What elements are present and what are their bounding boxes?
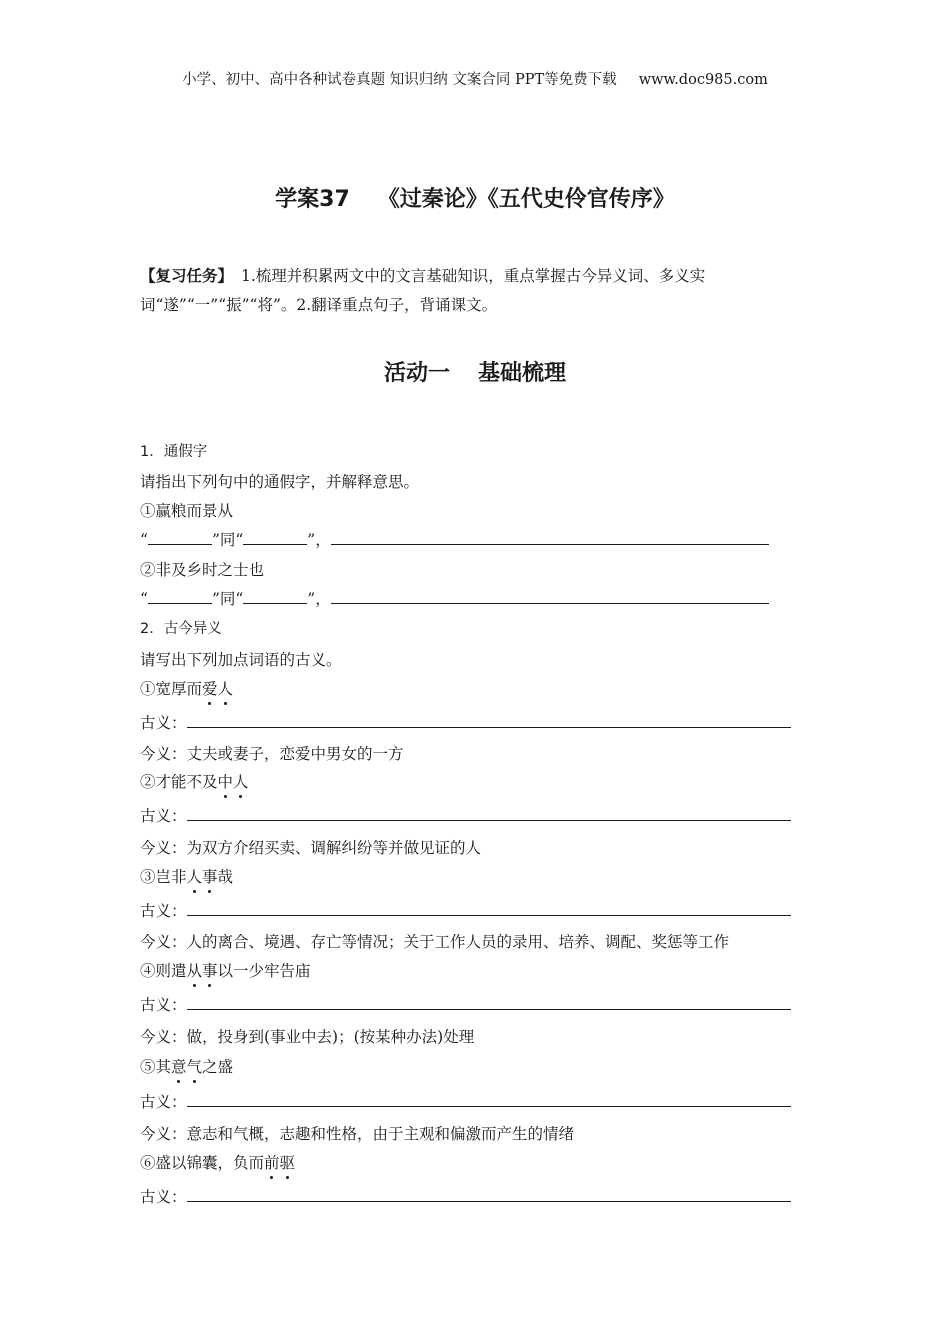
header-banner: 小学、初中、高中各种试卷真题 知识归纳 文案合同 PPT等免费下载 [182, 72, 617, 88]
q2-item-5: ⑤其意气之盛 [140, 1055, 233, 1077]
dotted-char: 爱 [202, 677, 218, 699]
page-header [0, 68, 950, 89]
dotted-char: 人 [187, 865, 203, 887]
blank-char[interactable] [148, 602, 212, 604]
q2-jin-2: 今义：为双方介绍买卖、调解纠纷等并做见证的人 [140, 839, 482, 857]
q2-item-4: ④则遣从事以一少牢告庙 [140, 959, 311, 981]
dotted-char: 中 [218, 770, 234, 792]
q2-item-2: ②才能不及中人 [140, 770, 249, 792]
q2-gu-row-2: 古义： [140, 804, 791, 826]
q2-jin-5: 今义：意志和气概，志趣和性格，由于主观和偏激而产生的情绪 [140, 1125, 575, 1143]
q1-answer-row-2: “ ”同“ ”， [140, 587, 769, 609]
q2-gu-row-5: 古义： [140, 1090, 791, 1112]
q2-jin-4: 今义：做，投身到(事业中去)；(按某种办法)处理 [140, 1028, 475, 1046]
q2-item-6: ⑥盛以锦囊，负而前驱 [140, 1151, 295, 1173]
section-number: 活动一 [383, 361, 450, 386]
q1-heading: 1．通假字 [140, 444, 208, 460]
title-lesson: 学案37 [275, 187, 350, 212]
dotted-char: 从 [187, 959, 203, 981]
dotted-char: 事 [202, 865, 218, 887]
q2-gu-row-3: 古义： [140, 899, 791, 921]
blank-meaning[interactable] [331, 602, 769, 604]
q2-gu-row-4: 古义： [140, 993, 791, 1015]
q2-item-3: ③岂非人事哉 [140, 865, 233, 887]
q2-item-1: ①宽厚而爱人 [140, 677, 233, 699]
blank-char[interactable] [243, 602, 307, 604]
blank-gu[interactable] [187, 819, 791, 821]
dotted-char: 人 [233, 770, 249, 792]
section-title [0, 356, 950, 387]
q2-jin-1: 今义：丈夫或妻子，恋爱中男女的一方 [140, 745, 404, 763]
dotted-char: 驱 [280, 1151, 296, 1173]
blank-gu[interactable] [187, 726, 791, 728]
review-task-text: 1.梳理并积累两文中的文言基础知识，重点掌握古今异义词、多义实词“遂”“一”“振”“将”。2.翻译重点句子，背诵课文。 [140, 267, 706, 314]
blank-meaning[interactable] [331, 543, 769, 545]
q2-heading: 2．古今异义 [140, 621, 222, 637]
dotted-char: 事 [202, 959, 218, 981]
q1-instruction: 请指出下列句中的通假字，并解释意思。 [140, 473, 420, 491]
dotted-char: 气 [187, 1055, 203, 1077]
review-task-label: 【复习任务】 [140, 267, 234, 285]
section-name: 基础梳理 [478, 361, 567, 386]
q2-gu-row-6: 古义： [140, 1185, 791, 1207]
blank-char[interactable] [243, 543, 307, 545]
title-texts: 《过秦论》《五代史伶官传序》 [377, 187, 675, 212]
header-site[interactable]: www.doc985.com [638, 72, 768, 88]
page-title [0, 182, 950, 213]
blank-gu[interactable] [187, 914, 791, 916]
blank-gu[interactable] [187, 1008, 791, 1010]
blank-char[interactable] [148, 543, 212, 545]
dotted-char: 意 [171, 1055, 187, 1077]
q2-gu-row-1: 古义： [140, 711, 791, 733]
q2-instruction: 请写出下列加点词语的古义。 [140, 651, 342, 669]
q1-item-1: ①赢粮而景从 [140, 502, 234, 520]
blank-gu[interactable] [187, 1105, 791, 1107]
q2-jin-3: 今义：人的离合、境遇、存亡等情况；关于工作人员的录用、培养、调配、奖惩等工作 [140, 933, 730, 951]
review-task [140, 262, 812, 320]
dotted-char: 人 [218, 677, 234, 699]
q1-answer-row-1: “ ”同“ ”， [140, 528, 769, 550]
blank-gu[interactable] [187, 1200, 791, 1202]
q1-item-2: ②非及乡时之士也 [140, 561, 265, 579]
dotted-char: 前 [264, 1151, 280, 1173]
